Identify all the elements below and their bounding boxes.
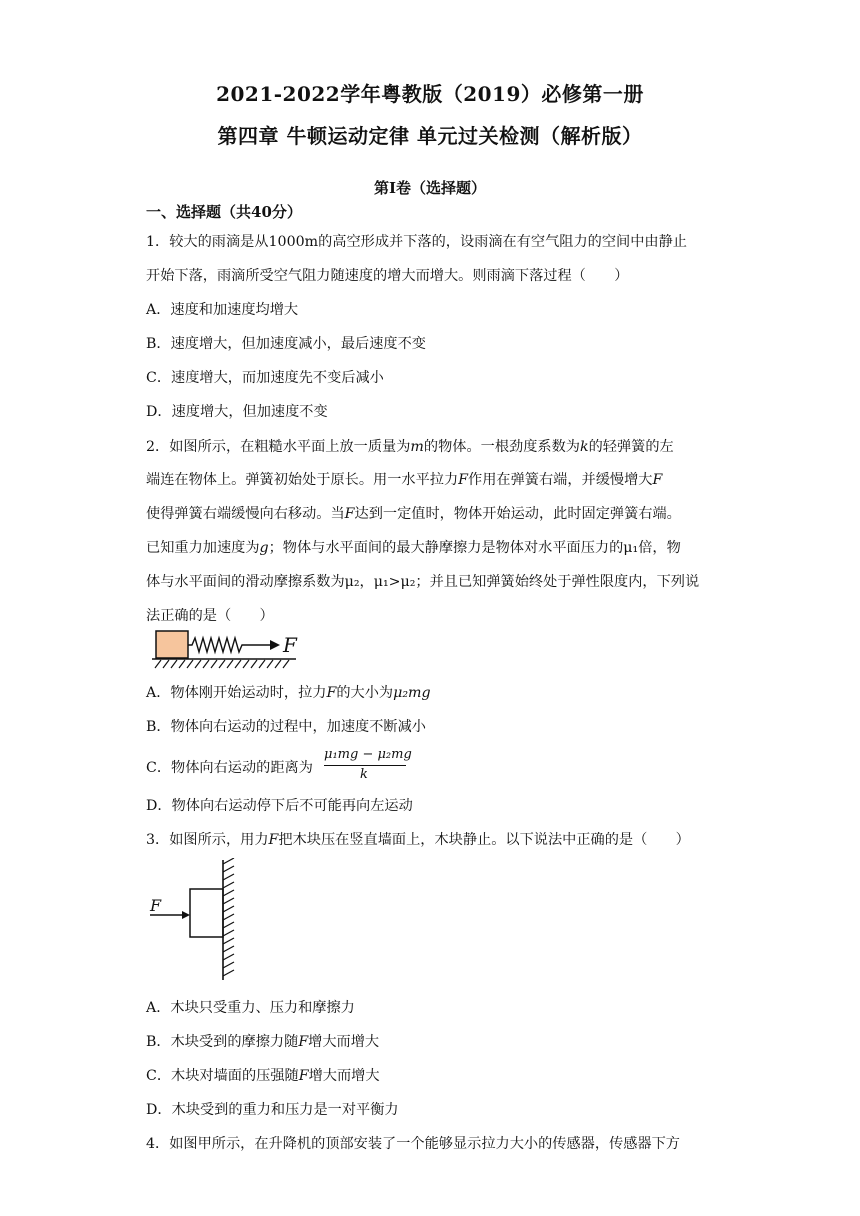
q2-stem-line1: 2．如图所示，在粗糙水平面上放一质量为m的物体。一根劲度系数为k的轻弹簧的左 <box>146 439 674 455</box>
force-label: F <box>150 896 162 915</box>
q3-wall-block-figure <box>146 858 246 984</box>
q4-stem-line1: 4．如图甲所示，在升降机的顶部安装了一个能够显示拉力大小的传感器，传感器下方 <box>146 1136 680 1152</box>
fraction-bar <box>324 765 406 766</box>
q2-stem-line6: 法正确的是（ ） <box>146 608 274 624</box>
fraction-denominator: k <box>360 767 368 782</box>
q2-stem-line5: 体与水平面间的滑动摩擦系数为μ₂，μ₁>μ₂；并且已知弹簧始终处于弹性限度内，下列说 <box>146 574 700 590</box>
fraction-numerator: μ₁mg − μ₂mg <box>324 747 412 762</box>
spring <box>188 638 246 652</box>
block <box>156 631 188 658</box>
q1-option-d: D．速度增大，但加速度不变 <box>146 404 328 420</box>
wall-hatch <box>223 858 234 976</box>
q3-option-a: A．木块只受重力、压力和摩擦力 <box>146 1000 355 1016</box>
q1-option-c: C．速度增大，而加速度先不变后减小 <box>146 370 384 386</box>
q3-option-b: B．木块受到的摩擦力随F增大而增大 <box>146 1034 380 1050</box>
q3-stem: 3．如图所示，用力F把木块压在竖直墙面上，木块静止。以下说法中正确的是（ ） <box>146 832 690 848</box>
force-arrow-head <box>182 911 190 919</box>
wooden-block <box>190 889 223 937</box>
volume-heading: 第Ⅰ卷（选择题） <box>373 179 487 197</box>
q2-stem-line4: 已知重力加速度为g；物体与水平面间的最大静摩擦力是物体对水平面压力的μ₁倍，物 <box>146 540 681 556</box>
ground-hatch <box>155 660 289 668</box>
q2-option-b: B．物体向右运动的过程中，加速度不断减小 <box>146 719 426 735</box>
section-heading: 一、选择题（共40分） <box>146 203 302 221</box>
paper-title-line1: 2021-2022学年粤教版（2019）必修第一册 <box>216 82 644 106</box>
q3-option-d: D．木块受到的重力和压力是一对平衡力 <box>146 1102 399 1118</box>
q2-option-c: C．物体向右运动的距离为 <box>146 760 313 776</box>
q1-option-a: A．速度和加速度均增大 <box>146 302 299 318</box>
q1-stem-line1: 1．较大的雨滴是从1000m的高空形成并下落的，设雨滴在有空气阻力的空间中由静止 <box>146 234 687 250</box>
q2-spring-block-figure <box>146 628 306 672</box>
force-label: F <box>283 633 297 657</box>
q1-option-b: B．速度增大，但加速度减小，最后速度不变 <box>146 336 426 352</box>
q2-stem-line3: 使得弹簧右端缓慢向右移动。当F达到一定值时，物体开始运动，此时固定弹簧右端。 <box>146 506 681 522</box>
paper-title-line2: 第四章 牛顿运动定律 单元过关检测（解析版） <box>217 124 643 148</box>
q3-option-c: C．木块对墙面的压强随F增大而增大 <box>146 1068 380 1084</box>
q2-option-d: D．物体向右运动停下后不可能再向左运动 <box>146 798 413 814</box>
q2-stem-line2: 端连在物体上。弹簧初始处于原长。用一水平拉力F作用在弹簧右端，并缓慢增大F <box>146 472 663 488</box>
q1-stem-line2: 开始下落，雨滴所受空气阻力随速度的增大而增大。则雨滴下落过程（ ） <box>146 268 629 284</box>
force-arrow-head <box>270 640 280 650</box>
q2-option-a: A．物体刚开始运动时，拉力F的大小为μ₂mg <box>146 685 431 701</box>
